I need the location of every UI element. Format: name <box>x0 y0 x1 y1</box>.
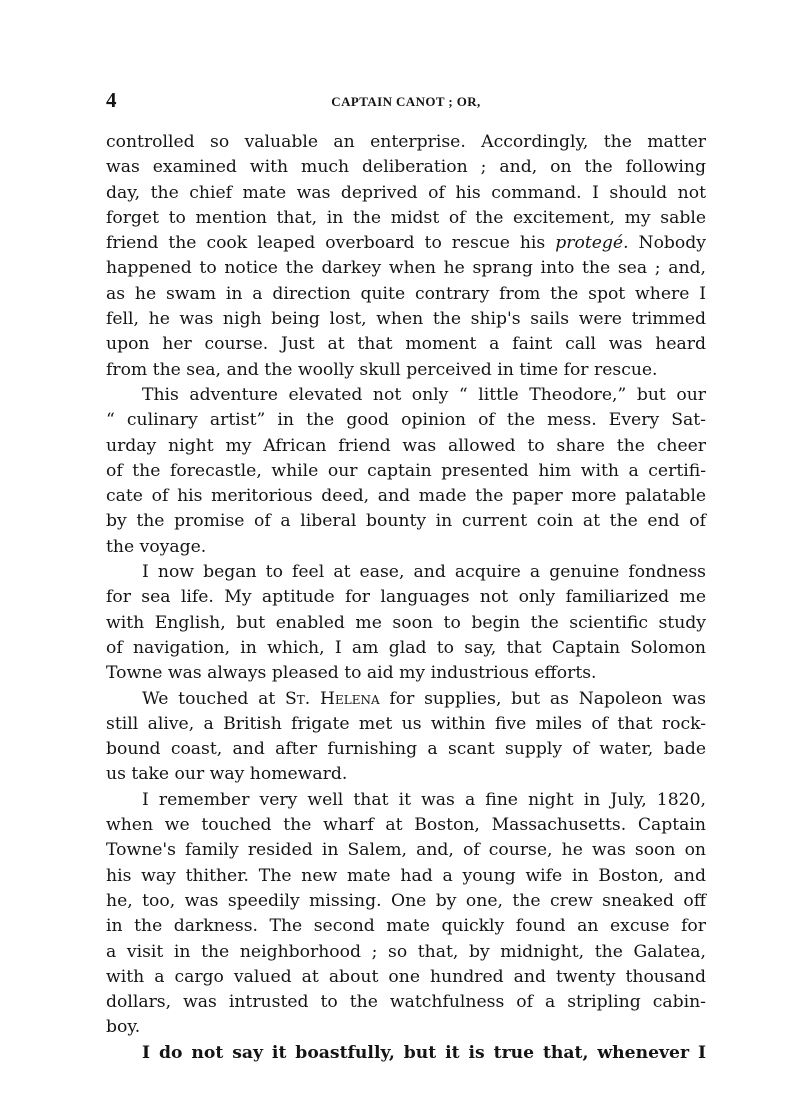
text-line: I now began to feel at ease, and acquire a genuine fondness <box>142 562 706 583</box>
text-line: boy. <box>106 1017 141 1038</box>
text-line: Towne's family resided in Salem, and, of course, he was soon on <box>106 840 706 861</box>
italic-text: protegé. <box>555 233 629 254</box>
text-run: friend the cook leaped overboard to rescue his <box>106 233 556 254</box>
text-line: by the promise of a liberal bounty in current coin at the end of <box>106 511 706 532</box>
text-line: as he swam in a direction quite contrary from the spot where I <box>106 283 706 304</box>
text-line: for sea life. My aptitude for languages not only familiarized me <box>106 587 706 608</box>
text-line: his way thither. The new mate had a young wife in Boston, and <box>106 865 706 886</box>
text-line: happened to notice the darkey when he sprang into the sea ; and, <box>106 258 706 279</box>
text-line: This adventure elevated not only “ little Theodore,” but our <box>142 384 706 405</box>
text-line: Towne was always pleased to aid my industrious efforts. <box>106 663 597 684</box>
text-line: I remember very well that it was a fine night in July, 1820, <box>142 789 706 810</box>
page-header <box>106 88 706 118</box>
text-line: with a cargo valued at about one hundred and twenty thousand <box>106 966 706 987</box>
text-run: for supplies, but as Napoleon was <box>379 688 706 709</box>
text-line: urday night my African friend was allowed to share the cheer <box>106 435 706 456</box>
text-line: cate of his meritorious deed, and made the paper more palatable <box>106 486 706 507</box>
text-line: controlled so valuable an enterprise. Accordingly, the matter <box>106 132 706 152</box>
text-run: Nobody <box>628 233 706 254</box>
text-line: “ culinary artist” in the good opinion of the mess. Every Sat- <box>106 410 706 431</box>
small-caps-text: St. Helena <box>285 688 380 709</box>
text-line <box>106 231 706 256</box>
text-line: was examined with much deliberation ; and, on the following <box>106 157 706 178</box>
text-line: with English, but enabled me soon to begin the scientific study <box>106 612 706 633</box>
text-line <box>106 687 706 712</box>
text-line: of navigation, in which, I am glad to say, that Captain Solomon <box>106 637 706 658</box>
text-line: the voyage. <box>106 536 207 557</box>
text-line: in the darkness. The second mate quickly found an excuse for <box>106 916 706 937</box>
running-title: CAPTAIN CANOT ; OR, <box>331 94 481 109</box>
text-line: a visit in the neighborhood ; so that, by midnight, the Galatea, <box>106 941 706 962</box>
text-line: when we touched the wharf at Boston, Massachusetts. Captain <box>106 815 706 836</box>
text-line: upon her course. Just at that moment a faint call was heard <box>106 334 706 355</box>
text-line: day, the chief mate was deprived of his command. I should not <box>106 182 706 203</box>
text-line: still alive, a British frigate met us within five miles of that rock- <box>106 713 706 734</box>
text-line: he, too, was speedily missing. One by one, the crew sneaked off <box>106 890 706 911</box>
text-line: from the sea, and the woolly skull perceived in time for rescue. <box>106 359 658 380</box>
page-number: 4 <box>106 88 117 112</box>
text-line: I do not say it boastfully, but it is true that, whenever I <box>142 1042 706 1063</box>
text-line: forget to mention that, in the midst of the excitement, my sable <box>106 207 706 228</box>
text-run: We touched at <box>142 688 286 709</box>
text-line: dollars, was intrusted to the watchfulness of a stripling cabin- <box>106 992 706 1013</box>
text-line: bound coast, and after furnishing a scant supply of water, bade <box>106 739 706 760</box>
text-line: us take our way homeward. <box>106 764 348 785</box>
text-line: of the forecastle, while our captain presented him with a certifi- <box>106 460 706 481</box>
body-text <box>106 130 706 1066</box>
text-line: fell, he was nigh being lost, when the ship's sails were trimmed <box>106 309 706 330</box>
